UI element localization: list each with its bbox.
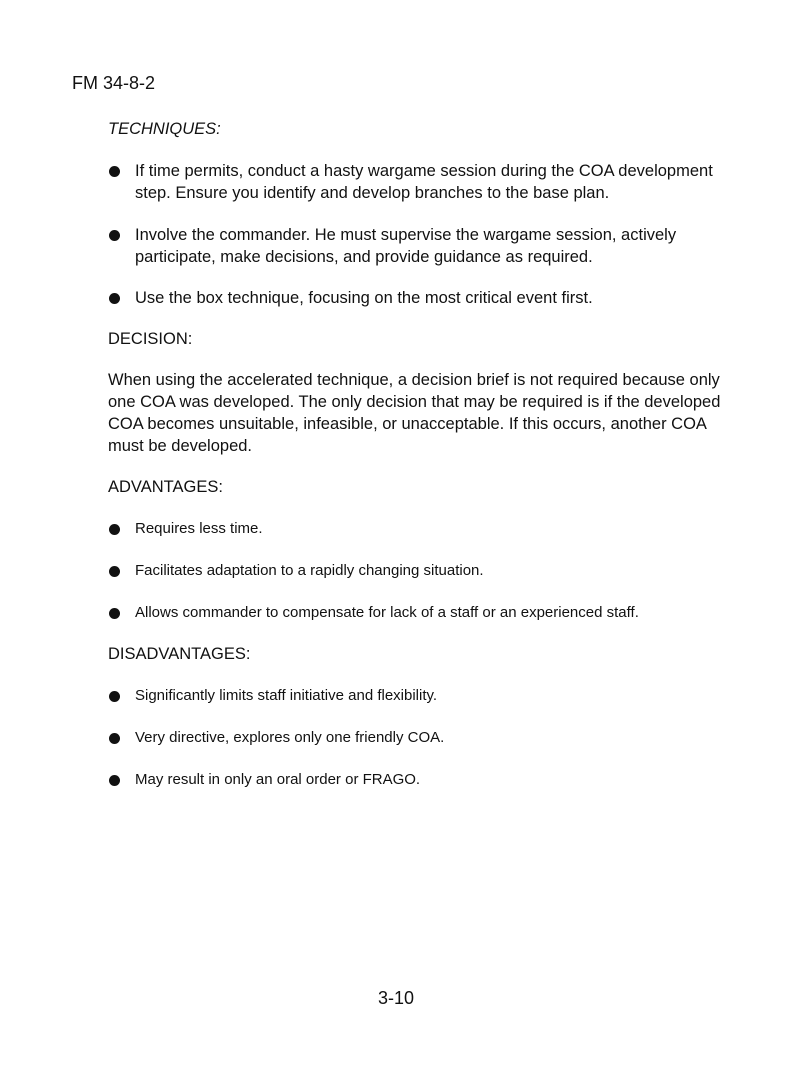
list-item [108,160,728,204]
list-item [108,685,728,707]
list-item-text: If time permits, conduct a hasty wargame session during the COA development step. Ensure you identify and develop branches to the base plan. [135,162,713,202]
list-item-text: Involve the commander. He must supervise the wargame session, actively participate, make decisions, and provide guidance as required. [135,226,677,266]
bullet-icon [109,691,120,702]
list-item [108,287,728,309]
list-item-text: Requires less time. [135,520,263,537]
disadvantages-list [108,685,728,791]
disadvantages-heading: DISADVANTAGES: [108,645,251,663]
decision-paragraph: When using the accelerated technique, a decision brief is not required because only one COA was developed. The only decision that may be required is if the developed COA becomes unsuitable, infeasible, or unacceptable. If this occurs, another COA must be developed. [108,371,721,455]
advantages-list [108,518,728,624]
advantages-heading: ADVANTAGES: [108,478,223,496]
list-item [108,518,728,540]
techniques-heading: TECHNIQUES: [108,120,221,138]
document-id-header: FM 34-8-2 [72,73,156,93]
list-item-text: Facilitates adaptation to a rapidly changing situation. [135,562,484,579]
bullet-icon [109,775,120,786]
bullet-icon [109,293,120,304]
bullet-icon [109,230,120,241]
list-item [108,560,728,582]
bullet-icon [109,608,120,619]
list-item-text: Use the box technique, focusing on the most critical event first. [135,289,593,307]
list-item-text: Allows commander to compensate for lack of a staff or an experienced staff. [135,604,639,621]
bullet-icon [109,566,120,577]
bullet-icon [109,524,120,535]
list-item [108,224,728,268]
list-item [108,727,728,749]
page-number: 3-10 [377,988,415,1008]
decision-heading: DECISION: [108,330,193,348]
bullet-icon [109,733,120,744]
techniques-list [108,160,728,309]
list-item [108,602,728,624]
page-content [108,118,728,791]
list-item-text: Significantly limits staff initiative and flexibility. [135,687,438,704]
list-item-text: Very directive, explores only one friendly COA. [135,729,445,746]
list-item-text: May result in only an oral order or FRAGO. [135,771,421,788]
bullet-icon [109,166,120,177]
list-item [108,769,728,791]
